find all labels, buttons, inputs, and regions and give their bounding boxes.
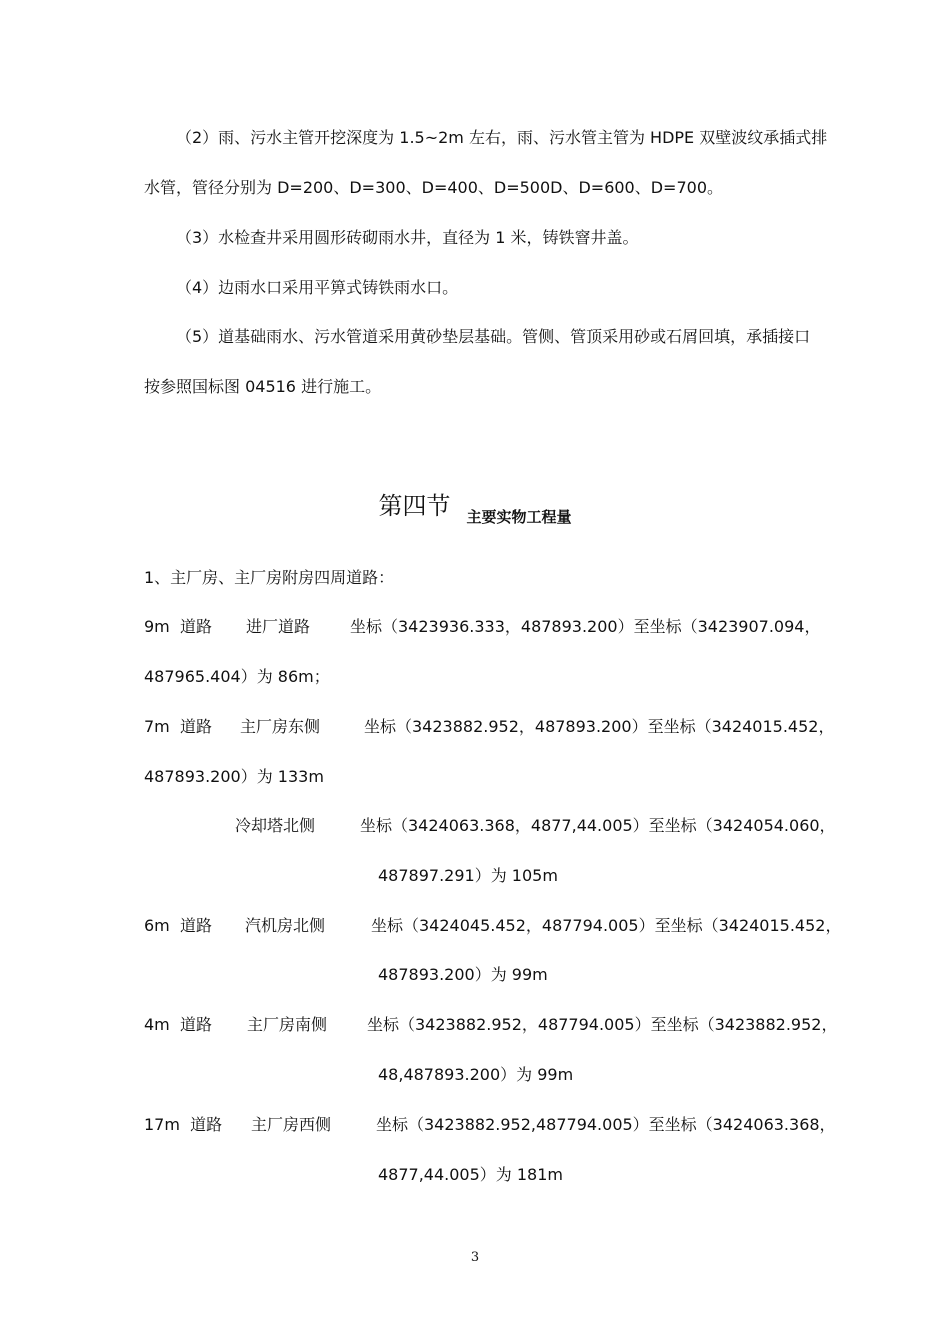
paragraph-4: （4）边雨水口采用平箅式铸铁雨水口。 [176, 278, 459, 297]
road-coords-line-1: 坐标（3423882.952,487794.005）至坐标（3424063.368， [376, 1115, 836, 1134]
road-name: 主厂房西侧 [251, 1115, 332, 1134]
list-intro: 1、主厂房、主厂房附房四周道路： [144, 568, 395, 587]
section-heading [0, 486, 950, 526]
road-coords-line-1: 坐标（3423882.952，487794.005）至坐标（3423882.952， [367, 1015, 838, 1034]
road-coords-line-2: 487893.200）为 133m [144, 767, 324, 786]
paragraph-5-line-1: （5）道基础雨水、污水管道采用黄砂垫层基础。管侧、管顶采用砂或石屑回填，承插接口 [176, 327, 811, 346]
road-width: 4m 道路 [144, 1015, 212, 1034]
road-coords-line-2: 4877,44.005）为 181m [378, 1165, 564, 1184]
paragraph-5-line-2: 按参照国标图 04516 进行施工。 [144, 377, 382, 396]
road-width: 17m 道路 [144, 1115, 223, 1134]
road-coords-line-1: 坐标（3423882.952，487893.200）至坐标（3424015.452， [364, 717, 835, 736]
road-coords-line-2: 487965.404）为 86m； [144, 667, 330, 686]
road-name: 冷却塔北侧 [235, 816, 316, 835]
road-coords-line-1: 坐标（3424063.368，4877,44.005）至坐标（3424054.060， [360, 816, 836, 835]
road-name: 汽机房北侧 [245, 916, 326, 935]
road-width: 6m 道路 [144, 916, 212, 935]
road-coords-line-2: 487897.291）为 105m [378, 866, 558, 885]
road-width: 9m 道路 [144, 617, 212, 636]
road-name: 进厂道路 [246, 617, 311, 636]
road-width: 7m 道路 [144, 717, 212, 736]
section-title: 第四节 [378, 492, 451, 520]
paragraph-3: （3）水检查井采用圆形砖砌雨水井，直径为 1 米，铸铁窨井盖。 [176, 228, 639, 247]
page-number: 3 [470, 1250, 480, 1265]
paragraph-2-line-1: （2）雨、污水主管开挖深度为 1.5~2m 左右，雨、污水管主管为 HDPE 双壁波纹承插式排 [176, 128, 828, 147]
road-name: 主厂房南侧 [247, 1015, 328, 1034]
road-coords-line-2: 48,487893.200）为 99m [378, 1065, 574, 1084]
road-coords-line-1: 坐标（3424045.452，487794.005）至坐标（3424015.452， [371, 916, 842, 935]
road-name: 主厂房东侧 [240, 717, 321, 736]
section-subtitle: 主要实物工程量 [466, 508, 572, 526]
road-coords-line-1: 坐标（3423936.333，487893.200）至坐标（3423907.094， [350, 617, 821, 636]
road-coords-line-2: 487893.200）为 99m [378, 965, 548, 984]
paragraph-2-line-2: 水管，管径分别为 D=200、D=300、D=400、D=500D、D=600、D=700。 [144, 178, 724, 197]
